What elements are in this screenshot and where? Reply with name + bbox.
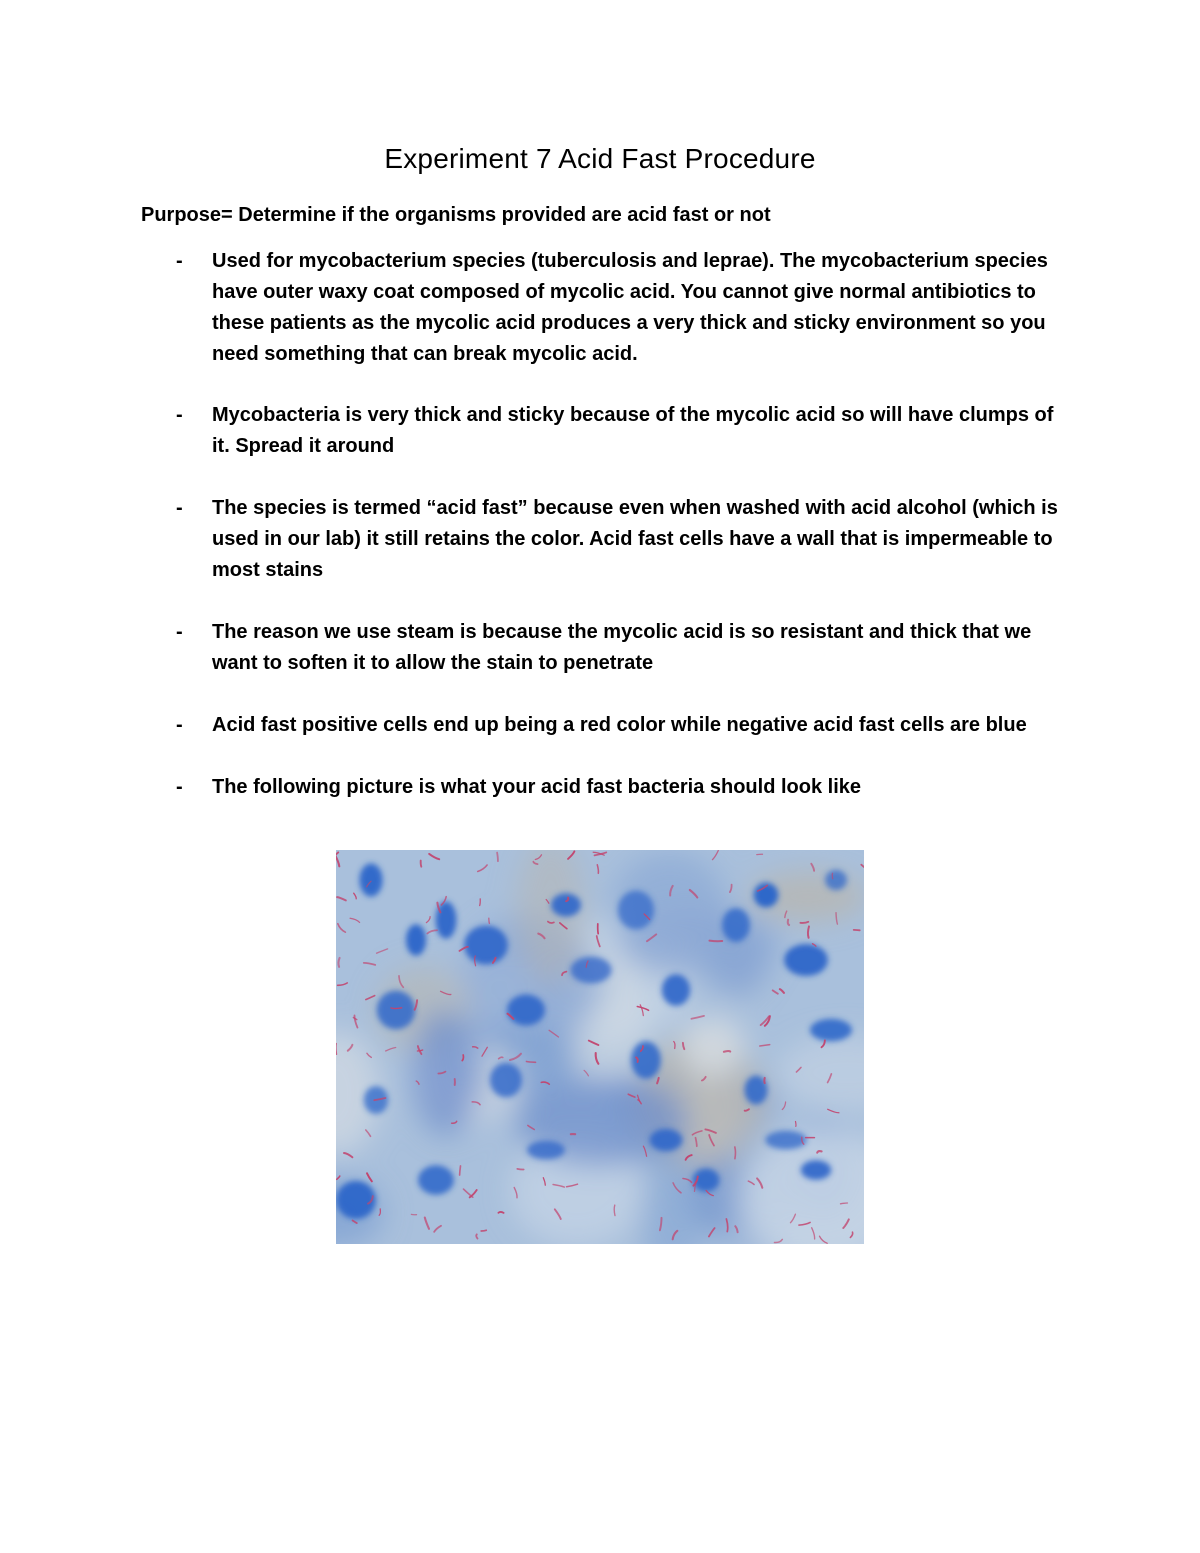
bullet-text: Acid fast positive cells end up being a red color while negative acid fast cells are blue (212, 714, 1027, 736)
blue-cell (507, 994, 545, 1025)
red-bacillus (421, 861, 422, 867)
bullet-marker: - (176, 714, 183, 736)
blue-cell (464, 926, 508, 965)
blue-cell (662, 974, 690, 1006)
red-bacillus (460, 1166, 461, 1175)
blue-cell (618, 891, 654, 930)
red-bacillus (497, 853, 498, 862)
blue-cell (784, 944, 828, 976)
micrograph-image (336, 850, 864, 1244)
bullet-marker: - (176, 776, 183, 798)
blue-cell (359, 863, 382, 896)
blue-cell (406, 924, 426, 955)
bullet-text: The reason we use steam is because the mycolic acid is so resistant and thick that we want to soften it to allow the stain to penetrate (212, 621, 1032, 674)
red-bacillus (517, 1169, 523, 1170)
blue-cell (570, 957, 611, 984)
blue-cell (765, 1131, 807, 1150)
bullet-marker: - (176, 621, 183, 643)
red-bacillus (480, 899, 481, 906)
blue-cell (810, 1019, 852, 1041)
blue-cell (631, 1041, 661, 1079)
red-bacillus (735, 1147, 736, 1159)
blue-cell (490, 1063, 522, 1098)
acid-fast-micrograph (336, 850, 864, 1244)
red-bacillus (527, 1062, 536, 1063)
blue-cell (722, 908, 750, 942)
stain-patch (681, 1016, 745, 1077)
blue-cell (801, 1160, 831, 1180)
red-bacillus (724, 1051, 730, 1052)
red-bacillus (710, 941, 723, 942)
red-bacillus (841, 1203, 848, 1204)
bullet-text: The following picture is what your acid fast bacteria should look like (212, 776, 862, 798)
red-bacillus (489, 918, 490, 923)
red-bacillus (481, 1230, 486, 1231)
red-bacillus (808, 926, 809, 937)
blue-cell (336, 1181, 376, 1219)
bullet-text: Used for mycobacterium species (tuberculosis and leprae). The mycobacterium species have outer waxy coat composed of mycolic acid. You cannot give normal antibiotics to these patients as the mycolic acid produces a very thick and sticky environment so you need something that can break mycolic acid. (212, 250, 1048, 365)
red-bacillus (338, 958, 339, 967)
bullet-marker: - (176, 404, 183, 426)
document-title: Experiment 7 Acid Fast Procedure (384, 143, 816, 174)
blue-cell (551, 893, 581, 916)
purpose-statement: Purpose= Determine if the organisms provided are acid fast or not (141, 204, 771, 226)
blue-cell (527, 1141, 565, 1160)
red-bacillus (614, 1205, 615, 1216)
bullet-marker: - (176, 497, 183, 519)
red-bacillus (391, 1008, 402, 1009)
blue-cell (650, 1129, 683, 1151)
red-bacillus (498, 1212, 503, 1213)
blue-cell (418, 1165, 454, 1194)
blue-cell (825, 870, 847, 890)
bullet-text: The species is termed “acid fast” because even when washed with acid alcohol (which is used in our lab) it still retains the color. Acid fast cells have a wall that is impermeable to most stains (212, 497, 1058, 581)
bullet-text: Mycobacteria is very thick and sticky because of the mycolic acid so will have clumps of it. Spread it around (212, 404, 1054, 457)
bullet-marker: - (176, 250, 183, 272)
stain-patch (413, 1009, 479, 1136)
blue-cell (377, 991, 416, 1030)
